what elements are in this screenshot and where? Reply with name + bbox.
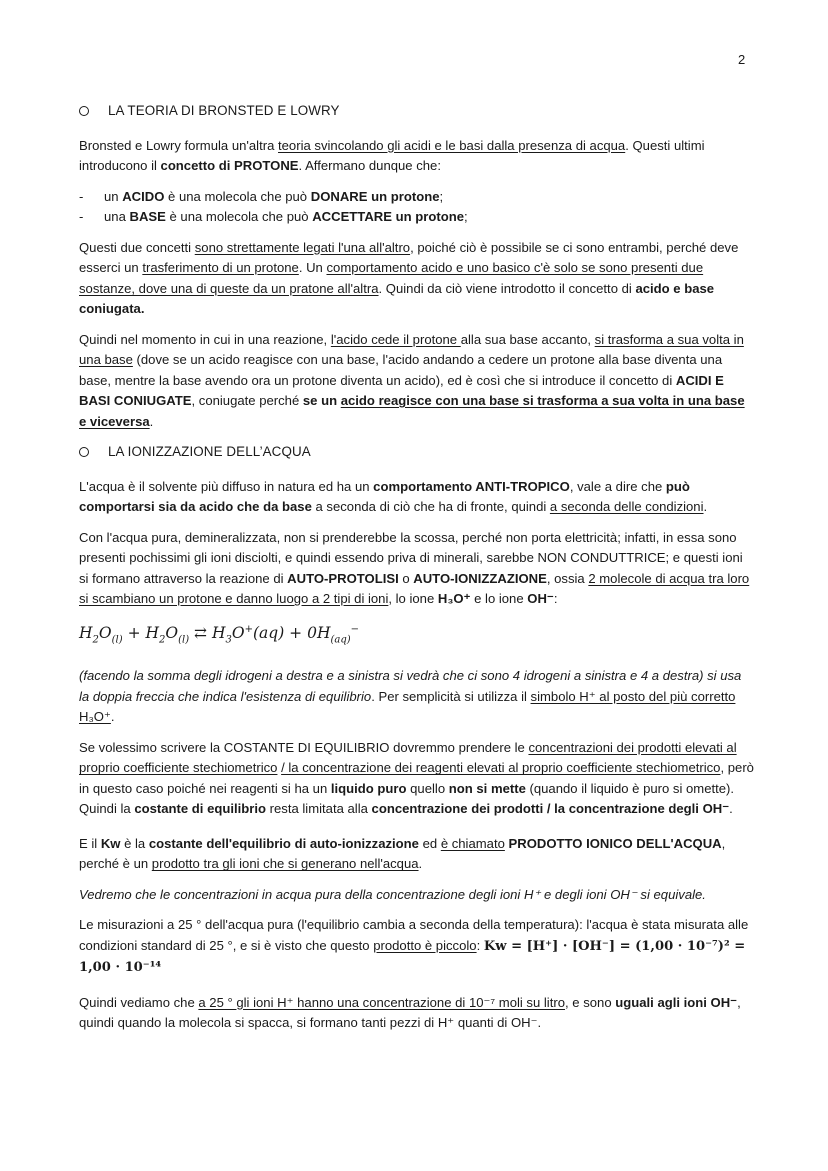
paragraph: Bronsted e Lowry formula un'altra teoria svincolando gli acidi e le basi dalla presenza di acqua. Questi ultimi introducono il concetto di PROTONE. Affermano dunque che:	[79, 137, 705, 173]
paragraph: (facendo la somma degli idrogeni a destra e a sinistra si vedrà che ci sono 4 idrogeni a sinistra e 4 a destra) si usa la doppia freccia che indica l'esistenza di equilibrio. Per semplicità si utilizza il simbolo H⁺ al posto del più corretto H₃O⁺.	[79, 668, 742, 725]
kw-formula: Kw = [H⁺] · [OH⁻] = (1,00 · 10⁻⁷)² = 1,00 · 10⁻¹⁴	[79, 938, 746, 976]
document-body	[79, 101, 754, 1044]
circle-bullet-icon	[79, 106, 89, 116]
paragraph: E il Kw è la costante dell'equilibrio di auto-ionizzazione ed è chiamato PRODOTTO IONICO DELL'ACQUA, perché è un prodotto tra gli ioni che si generano nell'acqua.	[79, 835, 726, 872]
paragraph: Quindi vediamo che a 25 ° gli ioni H⁺ hanno una concentrazione di 10⁻⁷ moli su litro, e sono uguali agli ioni OH⁻, quindi quando la molecola si spacca, si formano tanti pezzi di H⁺ quanti di OH⁻.	[79, 994, 741, 1031]
list-item: - un ACIDO è una molecola che può DONARE un protone;	[79, 187, 754, 208]
paragraph: Se volessimo scrivere la COSTANTE DI EQUILIBRIO dovremmo prendere le concentrazioni dei prodotti elevati al proprio coefficiente stechiometrico / la concentrazione dei reagenti elevati al proprio coefficiente stechiometrico, però in questo caso poiché nei reagenti si ha un liquido puro quello non si mette (quando il liquido è puro si omette). Quindi la costante di equilibrio resta limitata alla concentrazione dei prodotti / la concentrazione degli OH⁻.	[79, 739, 754, 817]
list-item: - una BASE è una molecola che può ACCETTARE un protone;	[79, 207, 754, 228]
section-heading-ionizzazione	[79, 442, 754, 463]
chemical-equation: $H_2O_{(l)} + H_2O_{(l)}$ ⇄ $H_3O^+(aq) + 0H_{(aq)}^-$	[79, 623, 360, 645]
paragraph: Quindi nel momento in cui in una reazione, l'acido cede il protone alla sua base accanto, si trasforma a sua volta in una base (dove se un acido reagisce con una base, l'acido andando a cedere un protone alla base diventa una base, mentre la base avendo ora un protone diventa un acido), ed è così che si introduce il concetto di ACIDI E BASI CONIUGATE, coniugate perché se un acido reagisce con una base si trasforma a sua volta in una base e viceversa.	[79, 331, 745, 429]
section-heading-bronsted	[79, 101, 754, 122]
paragraph: Le misurazioni a 25 ° dell'acqua pura (l'equilibrio cambia a seconda della temperatura): l'acqua è stata misurata alle condizioni standard di 25 °, e si è visto che questo prodotto è piccolo: Kw = [H⁺] · [OH⁻] = (1,00 · 10⁻⁷)² = 1,00 · 10⁻¹⁴	[79, 917, 749, 976]
heading-text: LA IONIZZAZIONE DELL’ACQUA	[108, 444, 311, 459]
paragraph: Con l'acqua pura, demineralizzata, non si prenderebbe la scossa, perché non porta elettricità; infatti, in essa sono presenti pochissimi gli ioni disciolti, e quindi essendo priva di minerali, sarebbe NON CONDUTTRICE; e questi ioni si formano attraverso la reazione di AUTO-PROTOLISI o AUTO-IONIZZAZIONE, ossia 2 molecole di acqua tra loro si scambiano un protone e danno luogo a 2 tipi di ioni, lo ione H₃O⁺ e lo ione OH⁻:	[79, 529, 750, 606]
page-number: 2	[738, 52, 746, 67]
paragraph: Questi due concetti sono strettamente legati l'una all'altro, poiché ciò è possibile se ci sono entrambi, perché deve esserci un trasferimento di un protone. Un comportamento acido e uno basico c'è solo se sono presenti due sostanze, dove una di queste da un pratone all'altra. Quindi da ciò viene introdotto il concetto di acido e base coniugata.	[79, 239, 739, 316]
heading-text: LA TEORIA DI BRONSTED E LOWRY	[108, 103, 340, 118]
circle-bullet-icon	[79, 447, 89, 457]
definition-list	[79, 187, 754, 228]
paragraph: Vedremo che le concentrazioni in acqua pura della concentrazione degli ioni H⁺ e degli ioni OH⁻ si equivale.	[79, 886, 706, 902]
paragraph: L'acqua è il solvente più diffuso in natura ed ha un comportamento ANTI-TROPICO, vale a dire che può comportarsi sia da acido che da base a seconda di ciò che ha di fronte, quindi a seconda delle condizioni.	[79, 478, 708, 514]
